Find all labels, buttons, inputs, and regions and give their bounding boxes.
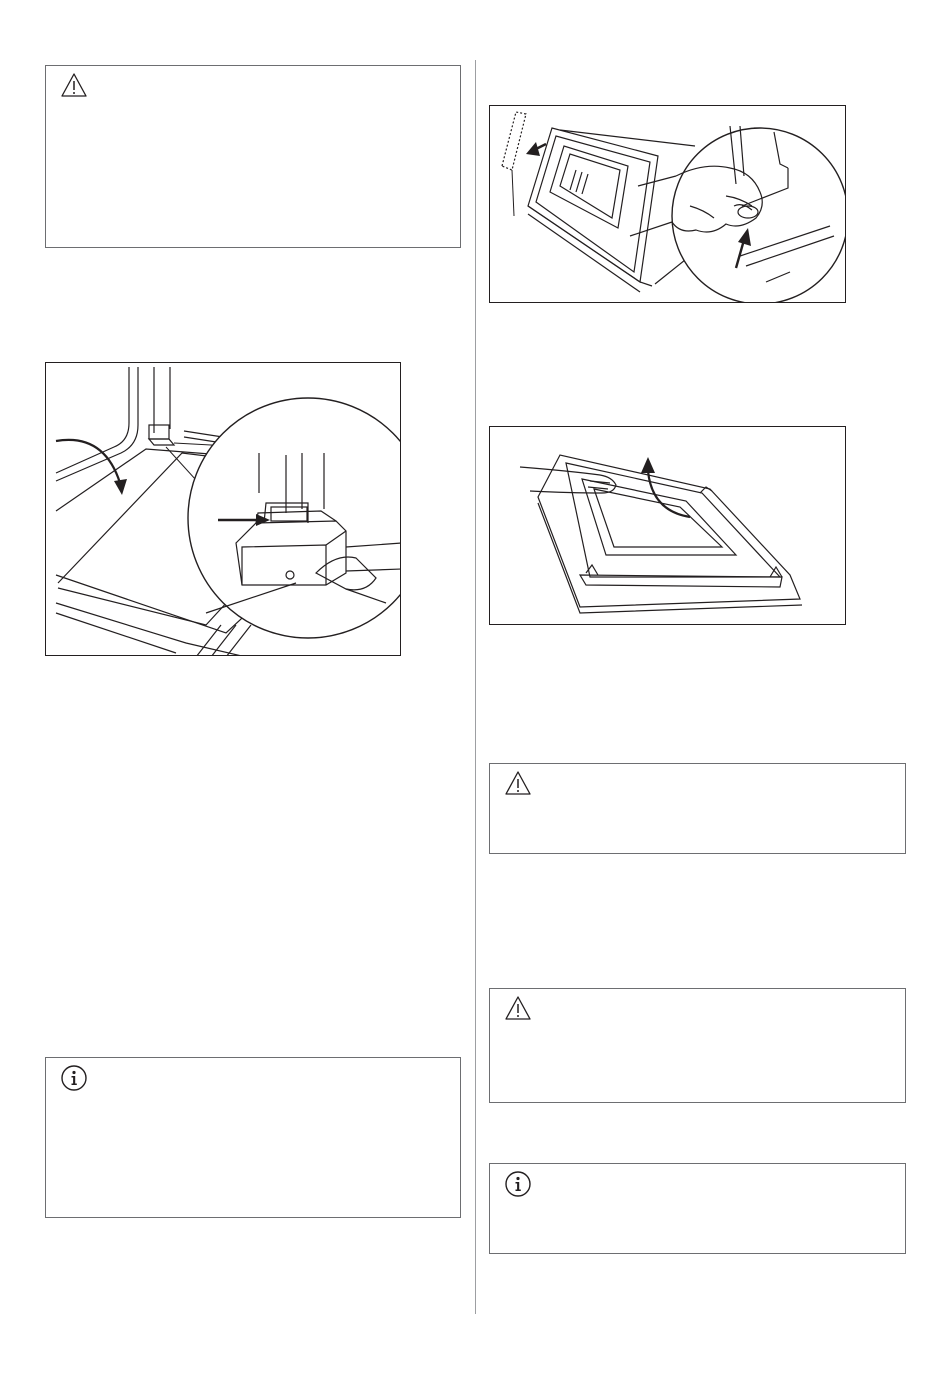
hinge-lever-illustration bbox=[46, 363, 401, 656]
warning-triangle-icon bbox=[504, 995, 532, 1021]
warning-box bbox=[45, 65, 461, 248]
glass-panel-figure bbox=[489, 426, 846, 625]
info-circle-icon bbox=[504, 1170, 532, 1198]
warning-triangle-icon bbox=[504, 770, 532, 796]
hinge-lever-figure bbox=[45, 362, 401, 656]
warning-box bbox=[489, 763, 906, 854]
door-trim-figure bbox=[489, 105, 846, 303]
door-trim-removal-illustration bbox=[490, 106, 846, 303]
info-box bbox=[489, 1163, 906, 1254]
warning-triangle-icon bbox=[60, 72, 88, 98]
column-divider bbox=[475, 60, 476, 1314]
glass-panel-lift-illustration bbox=[490, 427, 846, 625]
warning-box bbox=[489, 988, 906, 1103]
info-circle-icon bbox=[60, 1064, 88, 1092]
info-box bbox=[45, 1057, 461, 1218]
